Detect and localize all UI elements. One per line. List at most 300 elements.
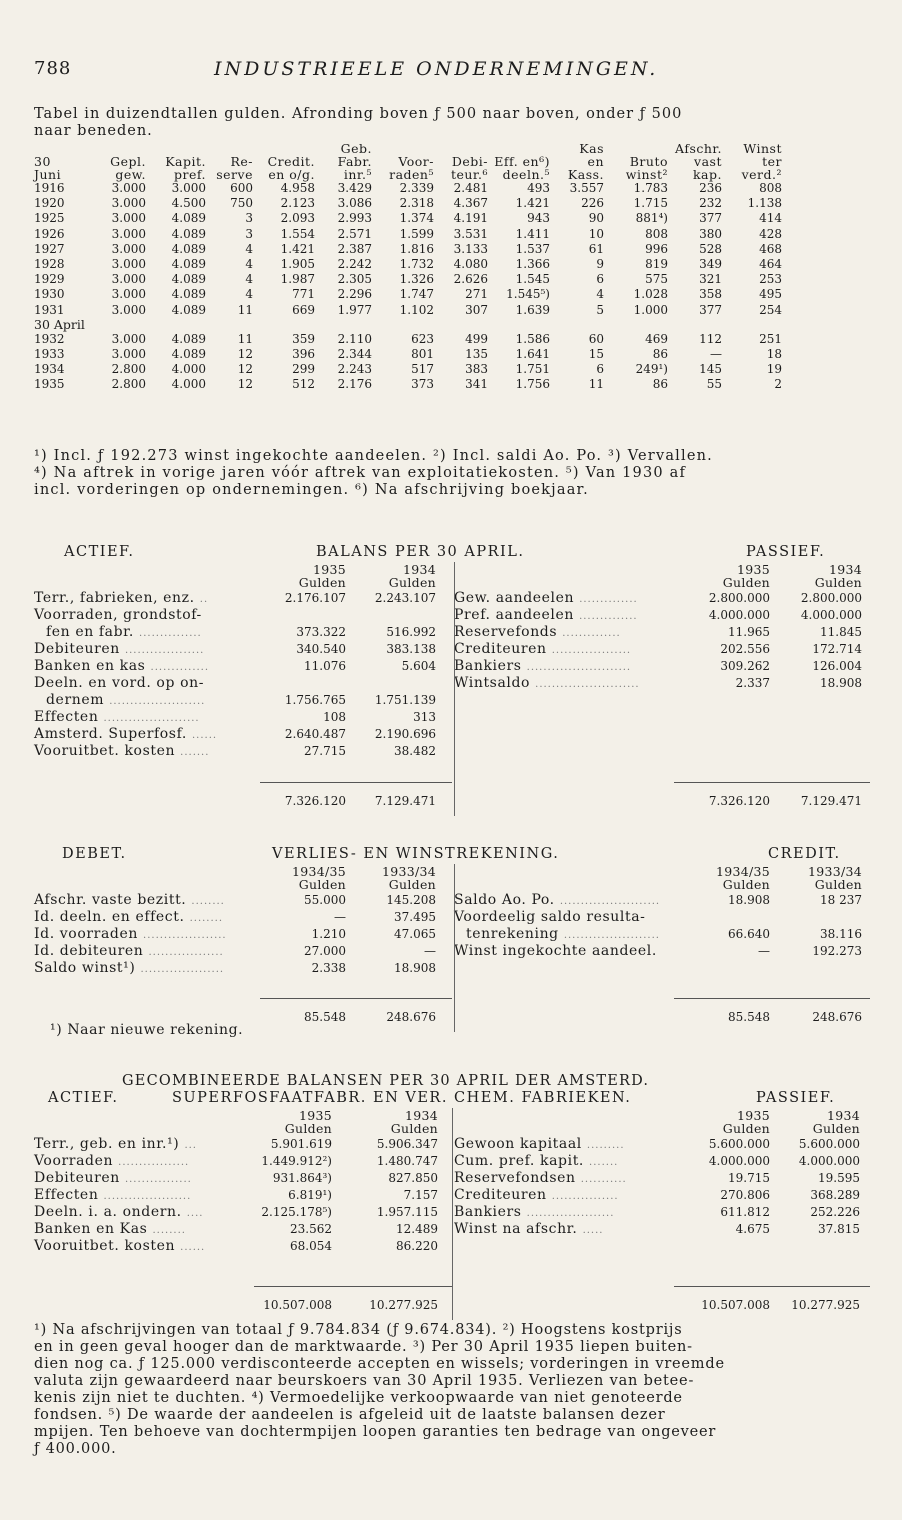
table-cell: 1.537 [515,241,550,256]
table-cell: 349 [699,256,722,271]
table-cell: 249¹) [635,362,668,377]
table-cell: 1.639 [515,302,550,317]
column-headers [34,562,870,590]
final-footnote: dien nog ca. ƒ 125.000 verdisconteerde accepten en wissels; vorderingen in vreemde [34,1356,725,1372]
table-cell: 373 [411,377,434,392]
final-footnotes [34,1322,725,1458]
year-heading: 1935 [736,1108,770,1123]
year-heading: 1933/34 [381,864,436,879]
leader-dots: ............... [139,628,202,639]
leader-dots: ....................... [103,713,200,724]
account-name: Bankiers [454,658,522,674]
table-cell: 1926 [34,226,65,241]
account-name: Id. deeln. en effect. [34,909,185,925]
table-cell: 307 [465,302,488,317]
table-cell: 341 [465,377,488,392]
main-data-table [34,142,870,392]
table-cell: 12 [237,377,253,392]
account-name: Id. debiteuren [34,943,144,959]
table-header-cell: Re- [230,154,253,169]
leader-dots: ................ [124,1174,192,1185]
table-cell: 4 [245,272,253,287]
table-header-cell: Kapit. [165,154,206,169]
table-cell: — [710,346,722,361]
table-cell: 4 [245,256,253,271]
year-heading: 1933/34 [807,864,862,879]
account-name: Terr., geb. en inr.¹) [34,1136,180,1152]
table-cell: 3 [245,211,253,226]
total-value: 7.326.120 [284,794,346,808]
value-current: 4.000.000 [708,1154,770,1168]
table-cell: 2.993 [337,211,372,226]
table-cell: 3.086 [337,196,372,211]
table-cell: 377 [699,211,722,226]
value-previous: 252.226 [810,1205,860,1219]
total-value: 85.548 [304,1010,346,1024]
year-heading: 1934 [828,562,862,577]
leader-dots: .. [199,594,209,605]
final-footnote: kenis zijn niet te duchten. ⁴) Vermoedelijke verkoopwaarde van niet genoteerde [34,1390,683,1406]
value-previous: 516.992 [386,625,436,639]
table-header-cell: ter [762,154,782,169]
account-name: Debiteuren [34,1170,120,1186]
account-row [34,675,870,692]
table-cell: 15 [588,346,604,361]
account-name: Pref. aandeelen [454,607,575,623]
account-label [454,1170,627,1188]
gecomb-title-block [34,1073,870,1090]
account-label [34,743,209,761]
value-current: 108 [323,710,346,724]
value-previous: 1.957.115 [376,1205,438,1219]
table-cell: 3.000 [111,346,146,361]
account-row [34,692,870,709]
table-cell: 1.816 [399,241,434,256]
leader-dots: ........................ [559,896,661,907]
table-cell: 4.089 [171,302,206,317]
account-row [34,892,870,909]
table-header-cell: verd.² [741,167,782,182]
table-cell: 380 [699,226,722,241]
table-cell: 3.429 [337,181,372,195]
value-previous: 86.220 [396,1239,438,1253]
table-cell: 1.326 [399,272,434,287]
value-current: 27.715 [304,744,346,758]
account-row [34,658,870,675]
table-cell: 1.545⁵) [506,287,550,302]
value-previous: 5.906.347 [376,1137,438,1151]
verlies-winst-section [34,846,870,1046]
intro-line: Tabel in duizendtallen gulden. Afronding boven ƒ 500 naar boven, onder ƒ 500 [34,106,683,122]
value-current: 1.756.765 [284,693,346,707]
table-cell: 11 [237,302,253,317]
table-cell: 2.387 [337,241,372,256]
table-row [34,377,870,392]
value-previous: 2.800.000 [800,591,862,605]
leader-dots: .............. [562,628,621,639]
value-current: 19.715 [728,1171,770,1185]
table-cell: 414 [759,211,782,226]
table-cell: 6 [596,362,604,377]
account-label [34,960,224,978]
value-previous: 368.289 [810,1188,860,1202]
table-header-cell: Eff. en⁶) [494,154,550,169]
final-footnote: ¹) Na afschrijvingen van totaal ƒ 9.784.834 (ƒ 9.674.834). ²) Hoogstens kostprijs [34,1322,683,1338]
leader-dots: ...... [191,730,218,741]
table-cell: 1.421 [515,196,550,211]
table-cell: 943 [527,211,550,226]
account-row [34,926,870,943]
table-header-cell: deeln.⁵ [502,167,550,182]
total-value: 85.548 [728,1010,770,1024]
leader-dots: ......................... [526,662,632,673]
table-cell: 86 [652,346,668,361]
table-row [34,272,870,287]
account-label [454,658,631,676]
final-footnote: en in geen geval hooger dan de marktwaarde. ³) Per 30 April 1935 liepen buiten- [34,1339,693,1355]
leader-dots: ................. [118,1157,190,1168]
page-header [34,58,868,84]
table-row [34,362,870,377]
value-current: 2.338 [311,961,346,975]
table-cell: 623 [411,331,434,346]
table-cell: 1932 [34,331,65,346]
table-cell: 1.102 [399,302,434,317]
table-cell: 1.732 [399,256,434,271]
leader-dots: ....................... [563,930,660,941]
table-cell: 1931 [34,302,65,317]
value-current: 68.054 [290,1239,332,1253]
year-heading: 1934 [404,1108,438,1123]
table-cell: 468 [759,241,782,256]
unit-heading: Gulden [298,877,346,892]
table-footnote: incl. vorderingen op ondernemingen. ⁶) Na afschrijving boekjaar. [34,482,589,498]
account-label [454,607,638,625]
table-cell: 2.110 [337,331,372,346]
total-value: 7.129.471 [374,794,436,808]
account-name: Effecten [34,1187,99,1203]
left-heading: DEBET. [62,846,127,862]
account-name: tenrekening [466,926,559,942]
leader-dots: .................. [148,947,224,958]
table-header-cell: en o/g. [268,167,315,182]
table-cell: 4.500 [171,196,206,211]
table-row [34,303,870,318]
table-cell: 1.756 [515,377,550,392]
gecombineerde-balans-section [34,1090,870,1310]
table-cell: 19 [766,362,782,377]
table-cell: 1.000 [633,302,668,317]
table-cell: 2.305 [337,272,372,287]
value-previous: 37.495 [394,910,436,924]
leader-dots: ......... [586,1140,625,1151]
table-cell: 232 [699,196,722,211]
account-name: Gew. aandeelen [454,590,575,606]
table-cell: 4.958 [280,181,315,195]
table-cell: 321 [699,272,722,287]
value-current: 6.819¹) [288,1188,332,1202]
total-value: 7.129.471 [800,794,862,808]
value-current: 11.965 [728,625,770,639]
account-label [454,624,621,642]
intro-text [34,106,682,140]
table-row [34,347,870,362]
table-cell: 3.000 [111,331,146,346]
table-cell: 1916 [34,181,65,195]
value-current: — [334,910,346,924]
value-previous: 827.850 [388,1171,438,1185]
table-cell: 1.411 [515,226,550,241]
unit-heading: Gulden [390,1121,438,1136]
table-row [34,227,870,242]
right-side [34,892,870,960]
value-current: 340.540 [296,642,346,656]
table-cell: 1.366 [515,256,550,271]
value-current: 23.562 [290,1222,332,1236]
table-cell: 383 [465,362,488,377]
table-cell: 3.000 [111,256,146,271]
table-cell: 271 [465,287,488,302]
table-cell: 2.344 [337,346,372,361]
table-cell: 1934 [34,362,65,377]
right-heading: PASSIEF. [746,544,826,560]
table-header-cell: Afschr. [675,141,722,156]
table-cell: 254 [759,302,782,317]
table-cell: 512 [292,377,315,392]
leader-dots: ....... [180,747,210,758]
table-footnote: ⁴) Na aftrek in vorige jaren vóór aftrek van exploitatiekosten. ⁵) Van 1930 af [34,465,687,481]
center-heading: BALANS PER 30 APRIL. [316,544,525,560]
table-cell: 135 [465,346,488,361]
unit-heading: Gulden [722,877,770,892]
account-label [454,1221,603,1239]
column-divider [452,1108,453,1320]
value-current: 1.210 [311,927,346,941]
value-previous: 47.065 [394,927,436,941]
unit-heading: Gulden [814,877,862,892]
table-cell: 112 [699,331,722,346]
table-cell: 12 [237,362,253,377]
table-cell: 358 [699,287,722,302]
total-value: 10.277.925 [791,1298,860,1312]
table-cell: 1935 [34,377,65,392]
table-cell: 1933 [34,346,65,361]
table-cell: 55 [706,377,722,392]
account-name: Amsterd. Superfosf. [34,726,187,742]
account-row [34,743,870,760]
year-heading: 1934 [826,1108,860,1123]
value-previous: 38.116 [820,927,862,941]
account-name: Cum. pref. kapit. [454,1153,584,1169]
leader-dots: ..................... [526,1208,615,1219]
leader-dots: ................... [551,645,632,656]
table-cell: 517 [411,362,434,377]
table-cell: 4 [245,241,253,256]
table-cell: 2.318 [399,196,434,211]
leader-dots: ....................... [109,696,206,707]
table-cell: 2.481 [453,181,488,195]
table-row [34,257,870,272]
table-cell: 1930 [34,287,65,302]
table-cell: 1.977 [337,302,372,317]
value-current: 4.675 [735,1222,770,1236]
table-cell: 3.133 [453,241,488,256]
leader-dots: .............. [579,611,638,622]
table-cell: 2.176 [337,377,372,392]
account-row [34,641,870,658]
unit-heading: Gulden [814,575,862,590]
value-previous: 11.845 [820,625,862,639]
table-header-cell: inr.⁵ [343,167,372,182]
value-previous: 2.243.107 [374,591,436,605]
value-current: 27.000 [304,944,346,958]
total-value: 248.676 [812,1010,862,1024]
left-heading: ACTIEF. [48,1090,119,1106]
right-heading: CREDIT. [768,846,841,862]
total-value: 10.277.925 [369,1298,438,1312]
table-cell: 4.089 [171,272,206,287]
account-name: Saldo Ao. Po. [454,892,555,908]
table-header-cell: 30 [34,154,51,169]
value-current: 373.322 [296,625,346,639]
table-cell: 4 [596,287,604,302]
account-name: Saldo winst¹) [34,960,136,976]
value-previous: 5.600.000 [798,1137,860,1151]
table-cell: 881⁴) [635,211,668,226]
table-cell: 2.243 [337,362,372,377]
table-cell: 1.374 [399,211,434,226]
table-cell: 464 [759,256,782,271]
table-header-cell: Kas [579,141,604,156]
leader-dots: ................ [551,1191,619,1202]
account-label [454,590,638,608]
balans-section [34,544,870,814]
table-cell: 493 [527,181,550,195]
table-cell: 428 [759,226,782,241]
table-cell: 3 [245,226,253,241]
table-cell: 3.000 [111,211,146,226]
table-cell: 4.089 [171,346,206,361]
table-header-row [34,168,870,181]
table-header-cell: Credit. [267,154,315,169]
center-heading: SUPERFOSFAATFABR. EN VER. CHEM. FABRIEKEN. [172,1090,632,1106]
total-value: 248.676 [386,1010,436,1024]
table-cell: 1.028 [633,287,668,302]
table-cell: 253 [759,272,782,287]
value-current: — [758,944,770,958]
value-current: 18.908 [728,893,770,907]
account-name: Vooruitbet. kosten [34,1238,176,1254]
leader-dots: ................... [124,645,205,656]
value-previous: 4.000.000 [798,1154,860,1168]
table-subheader: 30 April [34,316,85,332]
value-current: 55.000 [304,893,346,907]
table-cell: 1.747 [399,287,434,302]
account-name: Bankiers [454,1204,522,1220]
right-heading: PASSIEF. [756,1090,836,1106]
account-name: Voordeelig saldo resulta- [454,909,646,925]
running-title: INDUSTRIEELE ONDERNEMINGEN. [214,58,659,80]
account-name: Voorraden [34,1153,114,1169]
value-previous: 4.000.000 [800,608,862,622]
table-cell: 11 [588,377,604,392]
value-current: 5.901.619 [270,1137,332,1151]
table-cell: 2.800 [111,377,146,392]
table-cell: 1.641 [515,346,550,361]
leader-dots: ........ [152,1225,186,1236]
table-header-cell: raden⁵ [389,167,434,182]
table-cell: 226 [581,196,604,211]
value-previous: 126.004 [812,659,862,673]
account-name: Effecten [34,709,99,725]
value-previous: 1.751.139 [374,693,436,707]
table-cell: 4.089 [171,211,206,226]
account-name: Gewoon kapitaal [454,1136,582,1152]
table-cell: 359 [292,331,315,346]
table-header-cell: gew. [115,167,146,182]
table-cell: 377 [699,302,722,317]
table-cell: 1.599 [399,226,434,241]
table-cell: 61 [588,241,604,256]
value-previous: 192.273 [812,944,862,958]
table-row [34,196,870,211]
final-footnote: fondsen. ⁵) De waarde der aandeelen is afgeleid uit de laatste balansen dezer [34,1407,666,1423]
total-rule-left [254,1286,452,1287]
table-cell: 1.421 [280,241,315,256]
table-cell: 9 [596,256,604,271]
leader-dots: .............. [579,594,638,605]
leader-dots: .................... [140,964,225,975]
account-name: Crediteuren [454,641,547,657]
value-previous: 7.157 [403,1188,438,1202]
account-label [34,709,200,727]
table-cell: 1.715 [633,196,668,211]
right-side [34,590,870,692]
total-value: 10.507.008 [701,1298,770,1312]
value-current: 931.864³) [272,1171,332,1185]
year-heading: 1935 [298,1108,332,1123]
final-footnote: valuta zijn gewaardeerd naar beurskoers van 30 April 1935. Verliezen van betee- [34,1373,695,1389]
value-current: 2.337 [735,676,770,690]
leader-dots: ......................... [535,679,640,690]
value-previous: 38.482 [394,744,436,758]
table-cell: 90 [588,211,604,226]
leader-dots: ........... [580,1174,627,1185]
account-label [454,1204,614,1222]
value-current: 66.640 [728,927,770,941]
table-header-cell: pref. [173,167,206,182]
total-rule-right [674,782,870,783]
account-label [454,892,660,910]
table-cell: 6 [596,272,604,287]
table-footnote: ¹) Incl. ƒ 192.273 winst ingekochte aandeelen. ²) Incl. saldi Ao. Po. ³) Vervallen. [34,448,713,464]
left-heading: ACTIEF. [64,544,135,560]
column-headers [34,864,870,892]
table-cell: 12 [237,346,253,361]
value-previous: 172.714 [812,642,862,656]
value-current: 270.806 [720,1188,770,1202]
total-value: 7.326.120 [708,794,770,808]
year-heading: 1934/35 [291,864,346,879]
table-cell: 251 [759,331,782,346]
account-label [454,943,657,961]
value-current: 2.125.178⁵) [261,1205,332,1219]
table-cell: 4.000 [171,377,206,392]
value-previous: 5.604 [401,659,436,673]
value-previous: 1.480.747 [376,1154,438,1168]
table-cell: 819 [645,256,668,271]
table-cell: 3.000 [111,302,146,317]
